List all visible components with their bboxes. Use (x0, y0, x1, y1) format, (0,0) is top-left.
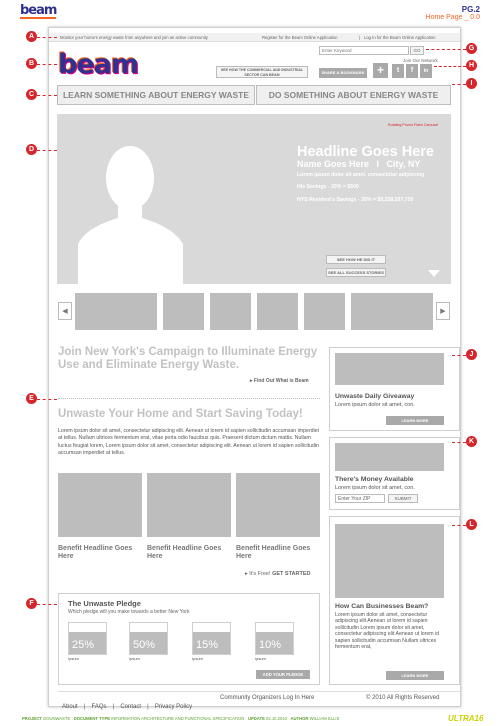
callout-a: A (26, 31, 37, 42)
get-started-action: GET STARTED (272, 571, 311, 577)
beam-logo[interactable] (58, 50, 138, 80)
callout-c-line (37, 95, 57, 96)
callout-b: B (26, 58, 37, 69)
carousel-thumb-6[interactable] (304, 293, 345, 330)
unwaste-body: Lorem ipsum dolor sit amet, consectetur adipiscing elit. Aenean ut lorem id sapien sollicitudin accumsan imperdiet at tellus. Nullam ultrices fermentum erat, vitae porta odio faucibus quis. Praesent dictum dictum mattis. Nullam luctus feugiat lorem, Lorem ipsum dolor sit amet, consectetur adipiscing elit. Aenean ut lorem id sapien sollicitudin accumsan imperdiet at tellus. (58, 428, 319, 457)
callout-e-line (37, 399, 57, 400)
pledge-pct-4: 10% (259, 639, 282, 651)
money-title: There's Money Available (335, 476, 414, 483)
pledge-caption-3: Ipsum (192, 656, 203, 661)
rotating-note: Rotating Promo Flash Carousel (388, 123, 439, 127)
callout-b-line (37, 64, 57, 65)
page-label: Home Page _ 0.0 (425, 14, 480, 21)
pledge-box-2[interactable] (129, 622, 168, 655)
spec-logo: beam (20, 3, 57, 18)
carousel-next-button[interactable]: ▶ (436, 302, 450, 320)
carousel-thumb-3[interactable] (163, 293, 204, 330)
unwaste-headline: Unwaste Your Home and Start Saving Today! (58, 408, 303, 420)
hero-his-savings: His Savings - 30% = $500 (297, 184, 359, 190)
spec-project-value: GOUNWASTE (42, 716, 71, 721)
pledge-caption-1: Ipsum (68, 656, 79, 661)
beam-logo-text: beam (58, 49, 138, 80)
callout-l-line (452, 525, 466, 526)
callout-h-line (434, 66, 466, 67)
network-label: Join Our Network (403, 58, 438, 63)
zip-input[interactable]: Enter Your ZIP (335, 494, 385, 503)
all-stories-button[interactable]: SEE ALL SUCCESS STORIES (326, 268, 386, 277)
footer-separator: | (145, 704, 151, 710)
see-how-button[interactable]: SEE HOW HE DID IT (326, 255, 386, 264)
campaign-headline: Join New York's Campaign to Illuminate Energy Use and Eliminate Energy Waste. (58, 346, 318, 371)
hero-headline: Headline Goes Here (297, 144, 434, 160)
find-out-link-label: Find Out What is Beam (253, 378, 309, 384)
spec-update-value: 02.10.2010 (266, 716, 287, 721)
section-divider (58, 398, 320, 399)
spec-doctype-value: INFORMATION ARCHITECTURE AND FUNCTIONAL SPECIFICATION (111, 716, 245, 721)
callout-l: L (466, 519, 477, 530)
pg-label: PG.2 (461, 5, 480, 14)
footer-divider (58, 691, 460, 692)
copyright: © 2010 All Rights Reserved (366, 695, 440, 701)
tab-learn[interactable]: LEARN SOMETHING ABOUT ENERGY WASTE (57, 85, 255, 105)
spec-project-label: PROJECT (22, 716, 42, 721)
pledge-title: The Unwaste Pledge (68, 599, 141, 608)
business-body: Lorem ipsum dolor sit amet, consectetur adipiscing elit Aenean ut lorem id sapien sollicitudin Lorem ipsum dolor sit amet, consectetur adipiscing elit Aenean ut lorem id sapien sollicitudin accumsan Nullam ultrices fermentum erat, (335, 612, 440, 651)
spec-update-label: UPDATE (247, 716, 265, 721)
add-pledge-button[interactable]: ADD YOUR PLEDGE (256, 670, 310, 679)
login-link[interactable]: Log In for the Beam Online Application (364, 35, 436, 40)
person-silhouette (78, 138, 183, 285)
money-image (335, 443, 444, 471)
benefit-image-3 (236, 473, 320, 537)
share-plus-icon[interactable]: + (373, 63, 388, 78)
carousel-thumb-8[interactable] (392, 293, 433, 330)
utility-tagline: Monitor your home's energy waste from anywhere and join an active community (60, 35, 208, 40)
facebook-icon[interactable]: f (406, 64, 418, 78)
giveaway-title: Unwaste Daily Giveaway (335, 393, 415, 400)
spec-bar-text (22, 716, 339, 721)
giveaway-learn-more-button[interactable]: LEARN MORE (386, 416, 444, 425)
footer-separator: | (110, 704, 116, 710)
callout-d-line (37, 150, 57, 151)
spec-author-label: AUTHOR (290, 716, 309, 721)
callout-j-line (452, 355, 466, 356)
spec-brand: ULTRA16 (448, 714, 484, 723)
business-title: How Can Businesses Beam? (335, 603, 429, 610)
community-login-link[interactable]: Community Organizers Log In Here (220, 695, 315, 701)
footer-about-link[interactable]: About (62, 704, 78, 710)
giveaway-body: Lorem ipsum dolor sit amet, con. (335, 402, 415, 408)
callout-h: H (466, 60, 477, 71)
pledge-box-1[interactable] (68, 622, 107, 655)
pledge-caption-2: Ipsum (129, 656, 140, 661)
hero-name-line: Name Goes Here I City, NY (297, 159, 421, 169)
footer-separator: | (82, 704, 88, 710)
footer-contact-link[interactable]: Contact (120, 704, 142, 710)
pledge-pct-3: 15% (196, 639, 219, 651)
carousel-thumb-5[interactable] (257, 293, 298, 330)
benefit-headline-1[interactable]: Benefit Headline Goes Here (58, 545, 133, 560)
callout-k: K (466, 436, 477, 447)
other-network-icon[interactable]: in (420, 64, 432, 78)
callout-a-line (37, 37, 57, 38)
share-bookmark-button[interactable]: SHARE & BOOKMARK (319, 68, 367, 78)
callout-c: C (26, 89, 37, 100)
callout-e: E (26, 393, 37, 404)
carousel-thumb-2[interactable] (116, 293, 157, 330)
footer-links (62, 695, 192, 713)
business-image (335, 524, 444, 598)
carousel-thumb-7[interactable] (351, 293, 392, 330)
hero-lorem: Lorem ipsum dolor sit amet, consectetur adipiscing (297, 172, 425, 178)
pledge-caption-4: Ipsum (255, 656, 266, 661)
callout-k-line (452, 442, 466, 443)
search-go-button[interactable]: GO (410, 46, 424, 55)
carousel-prev-button[interactable]: ◀ (58, 302, 72, 320)
search-input[interactable]: Enter Keyword (319, 46, 409, 55)
pledge-box-3[interactable] (192, 622, 231, 655)
callout-f: F (26, 598, 37, 609)
pledge-subtitle: Which pledge will you make towards a better New York (68, 609, 190, 615)
tab-do[interactable]: DO SOMETHING ABOUT ENERGY WASTE (256, 85, 451, 105)
spec-doctype-label: DOCUMENT TYPE (73, 716, 111, 721)
callout-i: I (466, 78, 477, 89)
benefit-image-1 (58, 473, 142, 537)
carousel-down-icon[interactable] (428, 270, 440, 278)
utility-separator: | (359, 35, 361, 40)
footer-privacy-link[interactable]: Privacy Policy (154, 704, 193, 710)
get-started-link[interactable]: ▸ It's Free! GET STARTED (245, 571, 311, 577)
register-link[interactable]: Register for the Beam Online Application (262, 35, 338, 40)
spec-author-value: WILLIAM ELLIS (309, 716, 340, 721)
business-learn-more-button[interactable]: LEARN MORE (386, 671, 444, 680)
benefit-image-2 (147, 473, 231, 537)
giveaway-image (335, 353, 444, 385)
silhouette-head (106, 146, 154, 210)
hero-nys-savings: NYS Resident's Savings - 30% = $9,258,267,750 (297, 197, 414, 203)
callout-f-line (37, 604, 57, 605)
find-out-link[interactable]: ▸ Find Out What is Beam (250, 378, 309, 384)
benefit-headline-2[interactable]: Benefit Headline Goes Here (147, 545, 222, 560)
silhouette-body (78, 204, 183, 285)
callout-g-line (426, 49, 466, 50)
money-body: Lorem ipsum dolor sit amet, con. (335, 485, 415, 491)
zip-submit-button[interactable]: SUBMIT (388, 494, 418, 503)
callout-g: G (466, 43, 477, 54)
benefit-headline-3[interactable]: Benefit Headline Goes Here (236, 545, 311, 560)
twitter-icon[interactable]: t (392, 64, 404, 78)
pledge-box-4[interactable] (255, 622, 294, 655)
carousel-thumb-4[interactable] (210, 293, 251, 330)
pledge-pct-2: 50% (133, 639, 156, 651)
callout-i-line (452, 84, 466, 85)
callout-j: J (466, 349, 477, 360)
carousel-thumb-1[interactable] (75, 293, 116, 330)
get-started-free: It's Free! (249, 571, 271, 577)
pledge-pct-1: 25% (72, 639, 95, 651)
callout-d: D (26, 144, 37, 155)
commercial-sector-button[interactable]: SEE HOW THE COMMERCIAL AND INDUSTRIAL SECTOR CAN BEAM (216, 66, 308, 78)
footer-faqs-link[interactable]: FAQs (91, 704, 107, 710)
